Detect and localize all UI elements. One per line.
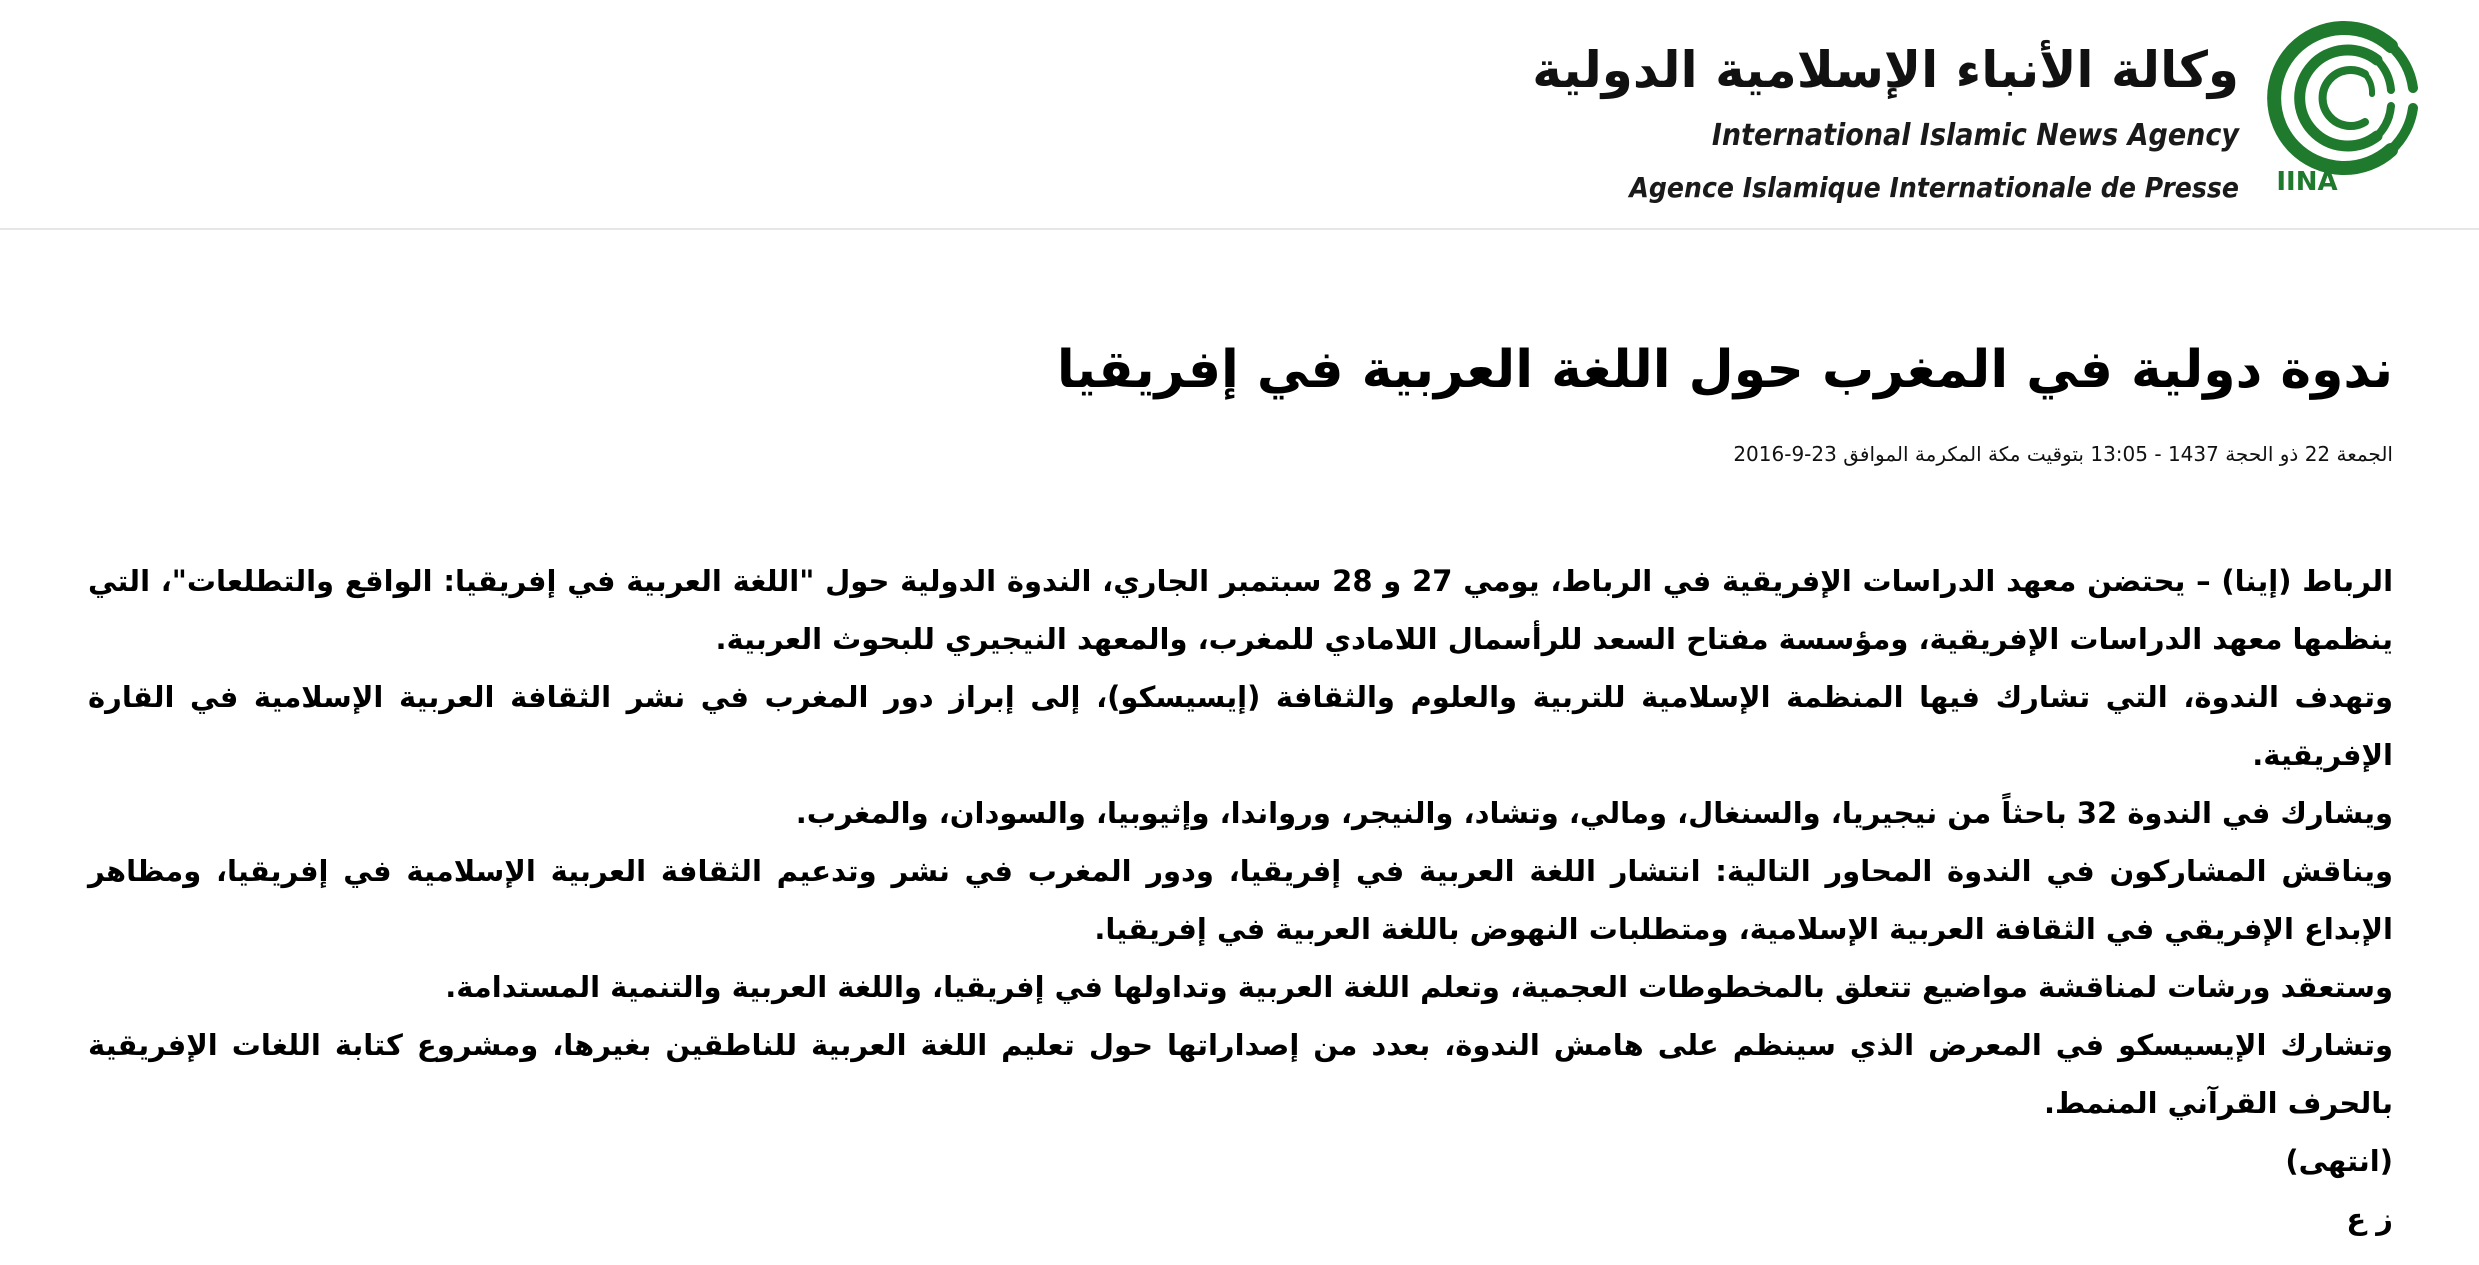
article-end-marker: (انتهى) <box>2285 1144 2393 1178</box>
article-paragraph: ويشارك في الندوة 32 باحثاً من نيجيريا، والسنغال، ومالي، وتشاد، والنيجر، ورواندا، وإثيوبيا، والسودان، والمغرب. <box>795 796 2393 830</box>
logo-text: IINA <box>2276 167 2338 197</box>
iina-crescent-logo-icon[interactable] <box>2241 18 2431 198</box>
article-body <box>88 552 2393 1248</box>
news-article <box>88 320 2393 1248</box>
agency-name-arabic: وكالة الأنباء الإسلامية الدولية <box>1532 41 2239 99</box>
agency-name-french: Agence Islamique Internationale de Presse <box>1629 171 2239 204</box>
article-author-initials: ز ع <box>2346 1202 2393 1236</box>
article-paragraph: وستعقد ورشات لمناقشة مواضيع تتعلق بالمخطوطات العجمية، وتعلم اللغة العربية وتداولها في إفريقيا، واللغة العربية والتنمية المستدامة. <box>445 970 2393 1004</box>
article-paragraph: وتهدف الندوة، التي تشارك فيها المنظمة الإسلامية للتربية والعلوم والثقافة (إيسيسكو)، إلى إبراز دور المغرب في نشر الثقافة العربية الإسلامية في القارة الإفريقية. <box>88 680 2393 772</box>
article-paragraph: ويناقش المشاركون في الندوة المحاور التالية: انتشار اللغة العربية في إفريقيا، ودور المغرب في نشر وتدعيم الثقافة العربية الإسلامية في إفريقيا، ومظاهر الإبداع الإفريقي في الثقافة العربية الإسلامية، ومتطلبات النهوض باللغة العربية في إفريقيا. <box>88 854 2393 946</box>
agency-brand[interactable] <box>1532 30 2239 214</box>
site-header <box>0 0 2479 230</box>
article-title: ندوة دولية في المغرب حول اللغة العربية في إفريقيا <box>1056 340 2393 400</box>
article-paragraph: الرباط (إينا) – يحتضن معهد الدراسات الإفريقية في الرباط، يومي 27 و 28 سبتمبر الجاري، الندوة الدولية حول "اللغة العربية في إفريقيا: الواقع والتطلعات"، التي ينظمها معهد الدراسات الإفريقية، ومؤسسة مفتاح السعد للرأسمال اللامادي للمغرب، والمعهد النيجيري للبحوث العربية. <box>88 564 2394 656</box>
article-dateline: الجمعة 22 ذو الحجة 1437 - 13:05 بتوقيت مكة المكرمة الموافق 23-9-2016 <box>1733 442 2393 466</box>
article-paragraph: وتشارك الإيسيسكو في المعرض الذي سينظم على هامش الندوة، بعدد من إصداراتها حول تعليم اللغة العربية للناطقين بغيرها، ومشروع كتابة اللغات الإفريقية بالحرف القرآني المنمط. <box>88 1028 2393 1120</box>
agency-name-english: International Islamic News Agency <box>1711 118 2239 153</box>
